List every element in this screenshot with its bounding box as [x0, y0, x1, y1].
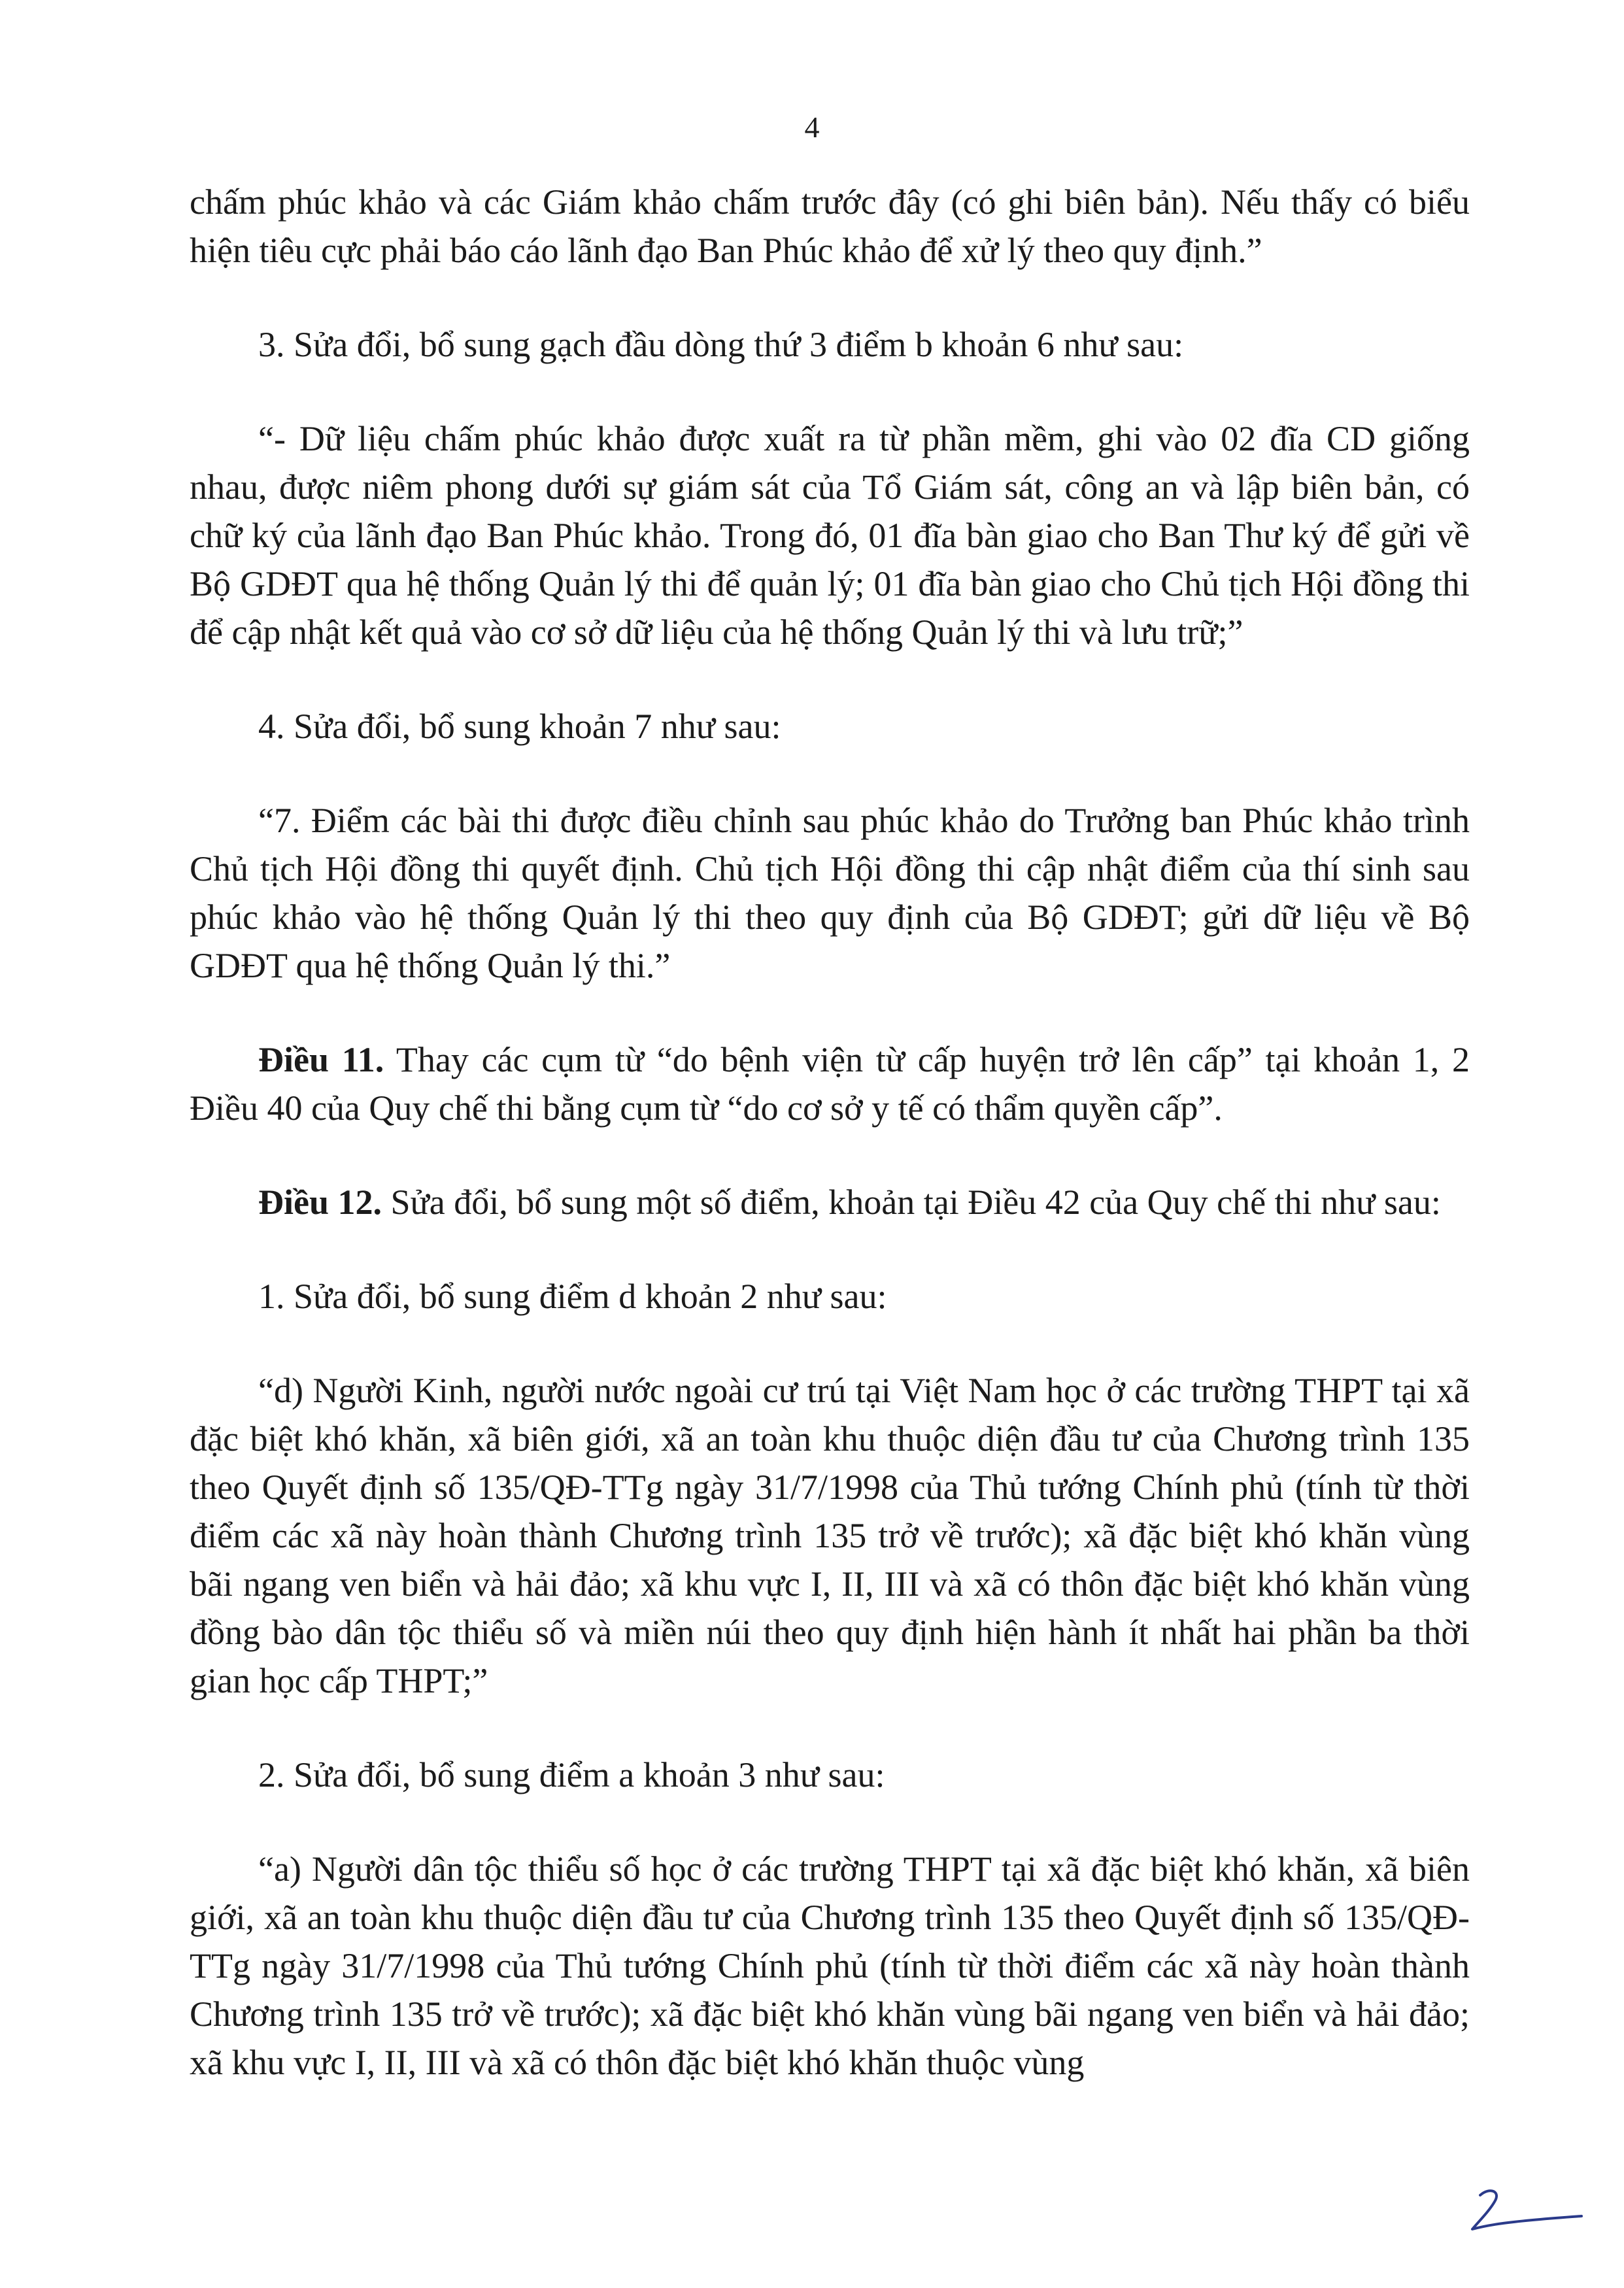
amendment-quote-point-a: “a) Người dân tộc thiểu số học ở các trường THPT tại xã đặc biệt khó khăn, xã biên giới, xã an toàn khu thuộc diện đầu tư của Chương trình 135 theo Quyết định số 135/QĐ-TTg ngày 31/7/1998 của Thủ tướng Chính phủ (tính từ thời điểm các xã này hoàn thành Chương trình 135 trở về trước); xã đặc biệt khó khăn vùng bãi ngang ven biển và hải đảo; xã khu vực I, II, III và xã có thôn đặc biệt khó khăn thuộc vùng: [190, 1849, 1470, 2082]
article-12-heading: Điều 12.: [258, 1183, 382, 1222]
article-11-text: Thay các cụm từ “do bệnh viện từ cấp huyện trở lên cấp” tại khoản 1, 2 Điều 40 của Quy chế thi bằng cụm từ “do cơ sở y tế có thẩm quyền cấp”.: [190, 1040, 1470, 1128]
article-12-item-1: 1. Sửa đổi, bổ sung điểm d khoản 2 như sau:: [258, 1277, 887, 1316]
amendment-quote-data-cd: “- Dữ liệu chấm phúc khảo được xuất ra từ phần mềm, ghi vào 02 đĩa CD giống nhau, được niêm phong dưới sự giám sát của Tổ Giám sát, công an và lập biên bản, có chữ ký của lãnh đạo Ban Phúc khảo. Trong đó, 01 đĩa bàn giao cho Ban Thư ký để gửi về Bộ GDĐT qua hệ thống Quản lý thi để quản lý; 01 đĩa bàn giao cho Chủ tịch Hội đồng thi để cập nhật kết quả vào cơ sở dữ liệu của hệ thống Quản lý thi và lưu trữ;”: [190, 419, 1470, 652]
article-11: [190, 1035, 1470, 1132]
amendment-item-4: 4. Sửa đổi, bổ sung khoản 7 như sau:: [258, 707, 781, 746]
document-body: [190, 178, 1470, 2132]
article-12: [190, 1178, 1470, 1226]
amendment-quote-khoan-7: “7. Điểm các bài thi được điều chỉnh sau phúc khảo do Trưởng ban Phúc khảo trình Chủ tịch Hội đồng thi quyết định. Chủ tịch Hội đồng thi cập nhật điểm của thí sinh sau phúc khảo vào hệ thống Quản lý thi theo quy định của Bộ GDĐT; gửi dữ liệu về Bộ GDĐT qua hệ thống Quản lý thi.”: [190, 801, 1470, 985]
paragraph-continuation: chấm phúc khảo và các Giám khảo chấm trước đây (có ghi biên bản). Nếu thấy có biểu hiện tiêu cực phải báo cáo lãnh đạo Ban Phúc khảo để xử lý theo quy định.”: [190, 182, 1470, 270]
article-12-item-2: 2. Sửa đổi, bổ sung điểm a khoản 3 như sau:: [258, 1755, 885, 1794]
initial-signature: [1461, 2183, 1585, 2236]
amendment-quote-point-d: “d) Người Kinh, người nước ngoài cư trú tại Việt Nam học ở các trường THPT tại xã đặc biệt khó khăn, xã biên giới, xã an toàn khu thuộc diện đầu tư của Chương trình 135 theo Quyết định số 135/QĐ-TTg ngày 31/7/1998 của Thủ tướng Chính phủ (tính từ thời điểm các xã này hoàn thành Chương trình 135 trở về trước); xã đặc biệt khó khăn vùng bãi ngang ven biển và hải đảo; xã khu vực I, II, III và xã có thôn đặc biệt khó khăn vùng đồng bào dân tộc thiểu số và miền núi theo quy định hiện hành ít nhất hai phần ba thời gian học cấp THPT;”: [190, 1371, 1470, 1700]
page-number: 4: [804, 110, 820, 144]
amendment-item-3: 3. Sửa đổi, bổ sung gạch đầu dòng thứ 3 điểm b khoản 6 như sau:: [258, 325, 1184, 364]
article-11-heading: Điều 11.: [258, 1040, 384, 1079]
article-12-text: Sửa đổi, bổ sung một số điểm, khoản tại Điều 42 của Quy chế thi như sau:: [382, 1183, 1441, 1222]
